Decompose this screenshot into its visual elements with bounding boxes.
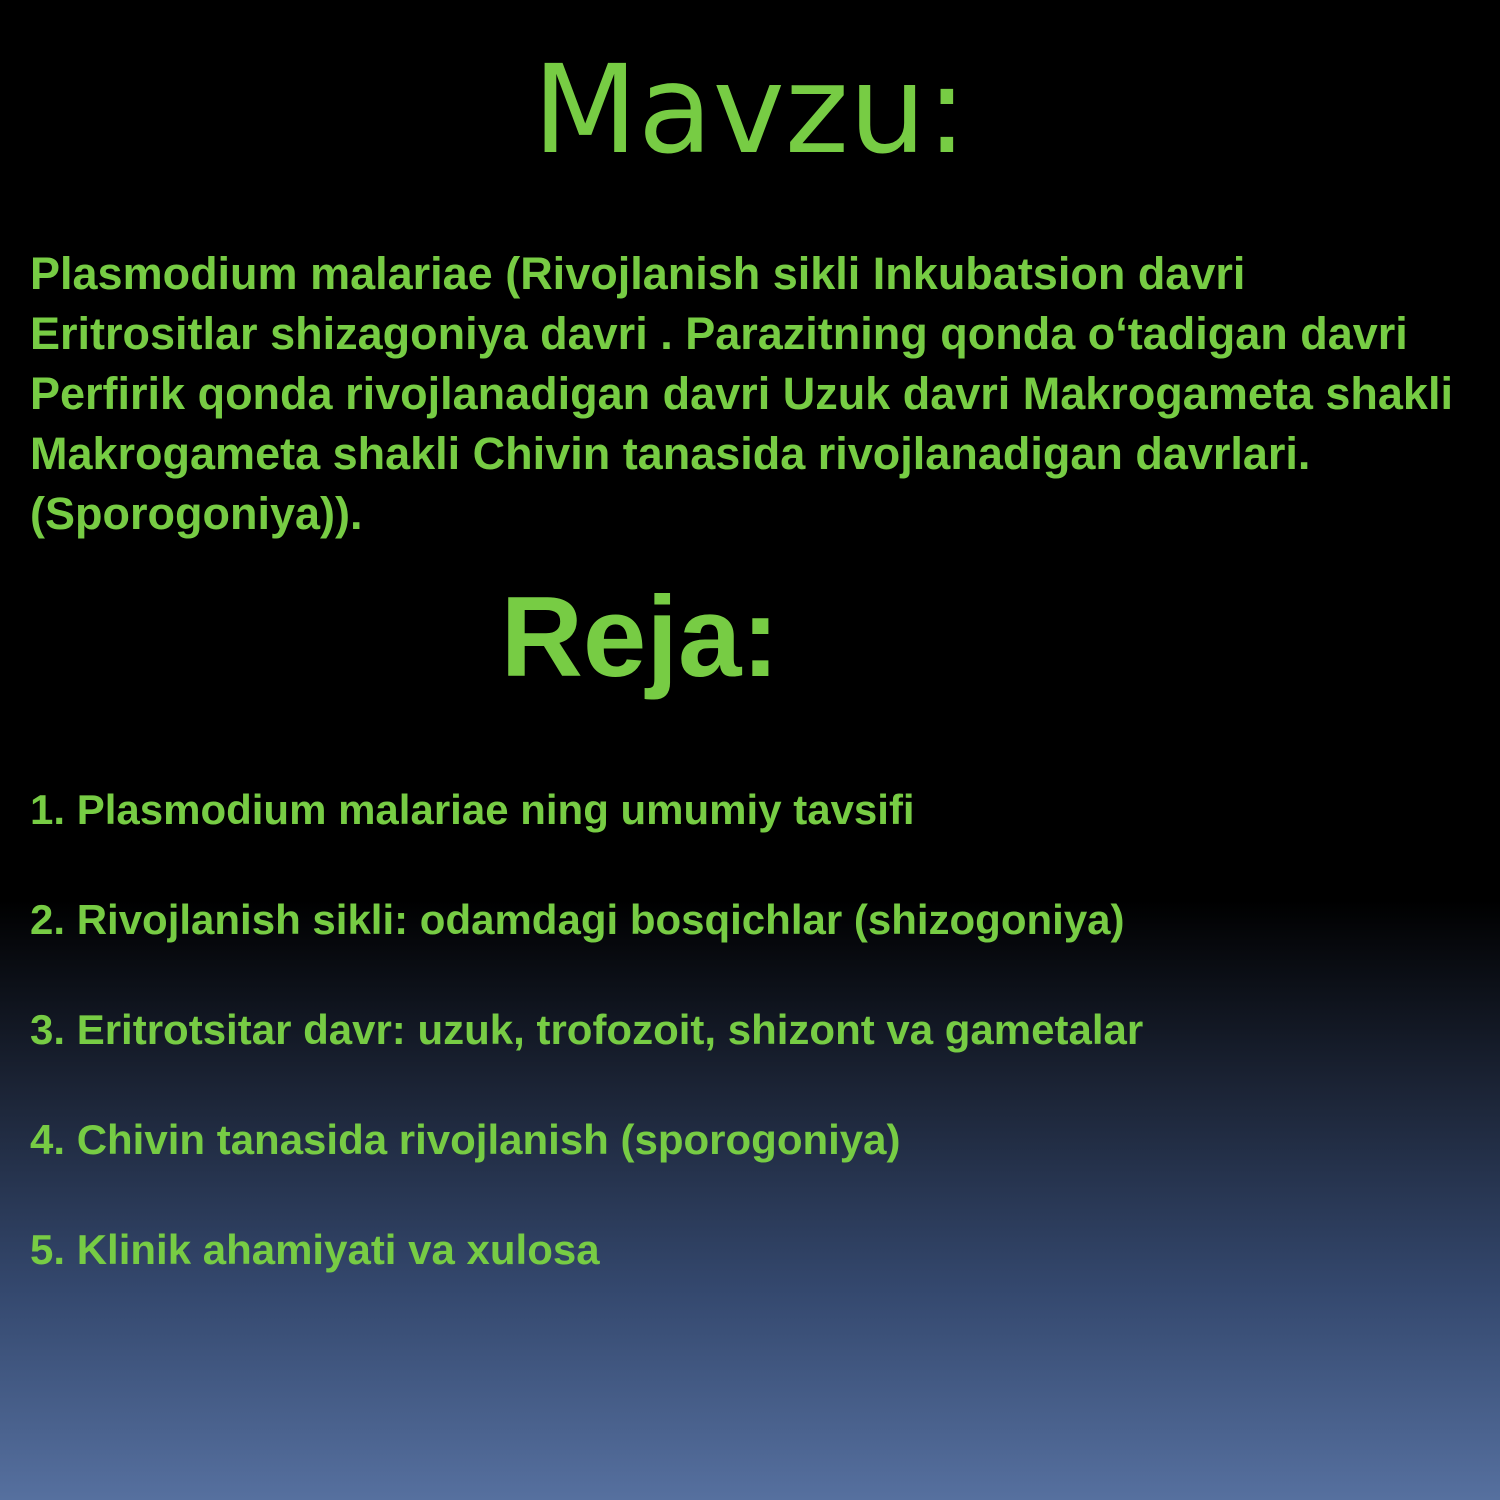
plan-item: 2. Rivojlanish sikli: odamdagi bosqichlar (shizogoniya) (30, 896, 1125, 943)
plan-item: 1. Plasmodium malariae ning umumiy tavsifi (30, 786, 915, 833)
plan-item: 4. Chivin tanasida rivojlanish (sporogoniya) (30, 1116, 901, 1163)
plan-item: 3. Eritrotsitar davr: uzuk, trofozoit, shizont va gametalar (30, 1006, 1144, 1053)
topic-title: Mavzu: (532, 39, 968, 181)
topic-description: Plasmodium malariae (Rivojlanish sikli Inkubatsion davri Eritrositlar shizagoniya davri . Parazitning qonda o‘tadigan davri Perfirik qonda rivojlanadigan davri Uzuk davri Makrogameta shakli Makrogameta shakli Chivin tanasida rivojlanadigan davrlari. (Sporogoniya)). (30, 248, 1453, 539)
plan-title: Reja: (500, 574, 780, 701)
plan-list (30, 780, 1470, 1330)
plan-item: 5. Klinik ahamiyati va xulosa (30, 1226, 600, 1273)
